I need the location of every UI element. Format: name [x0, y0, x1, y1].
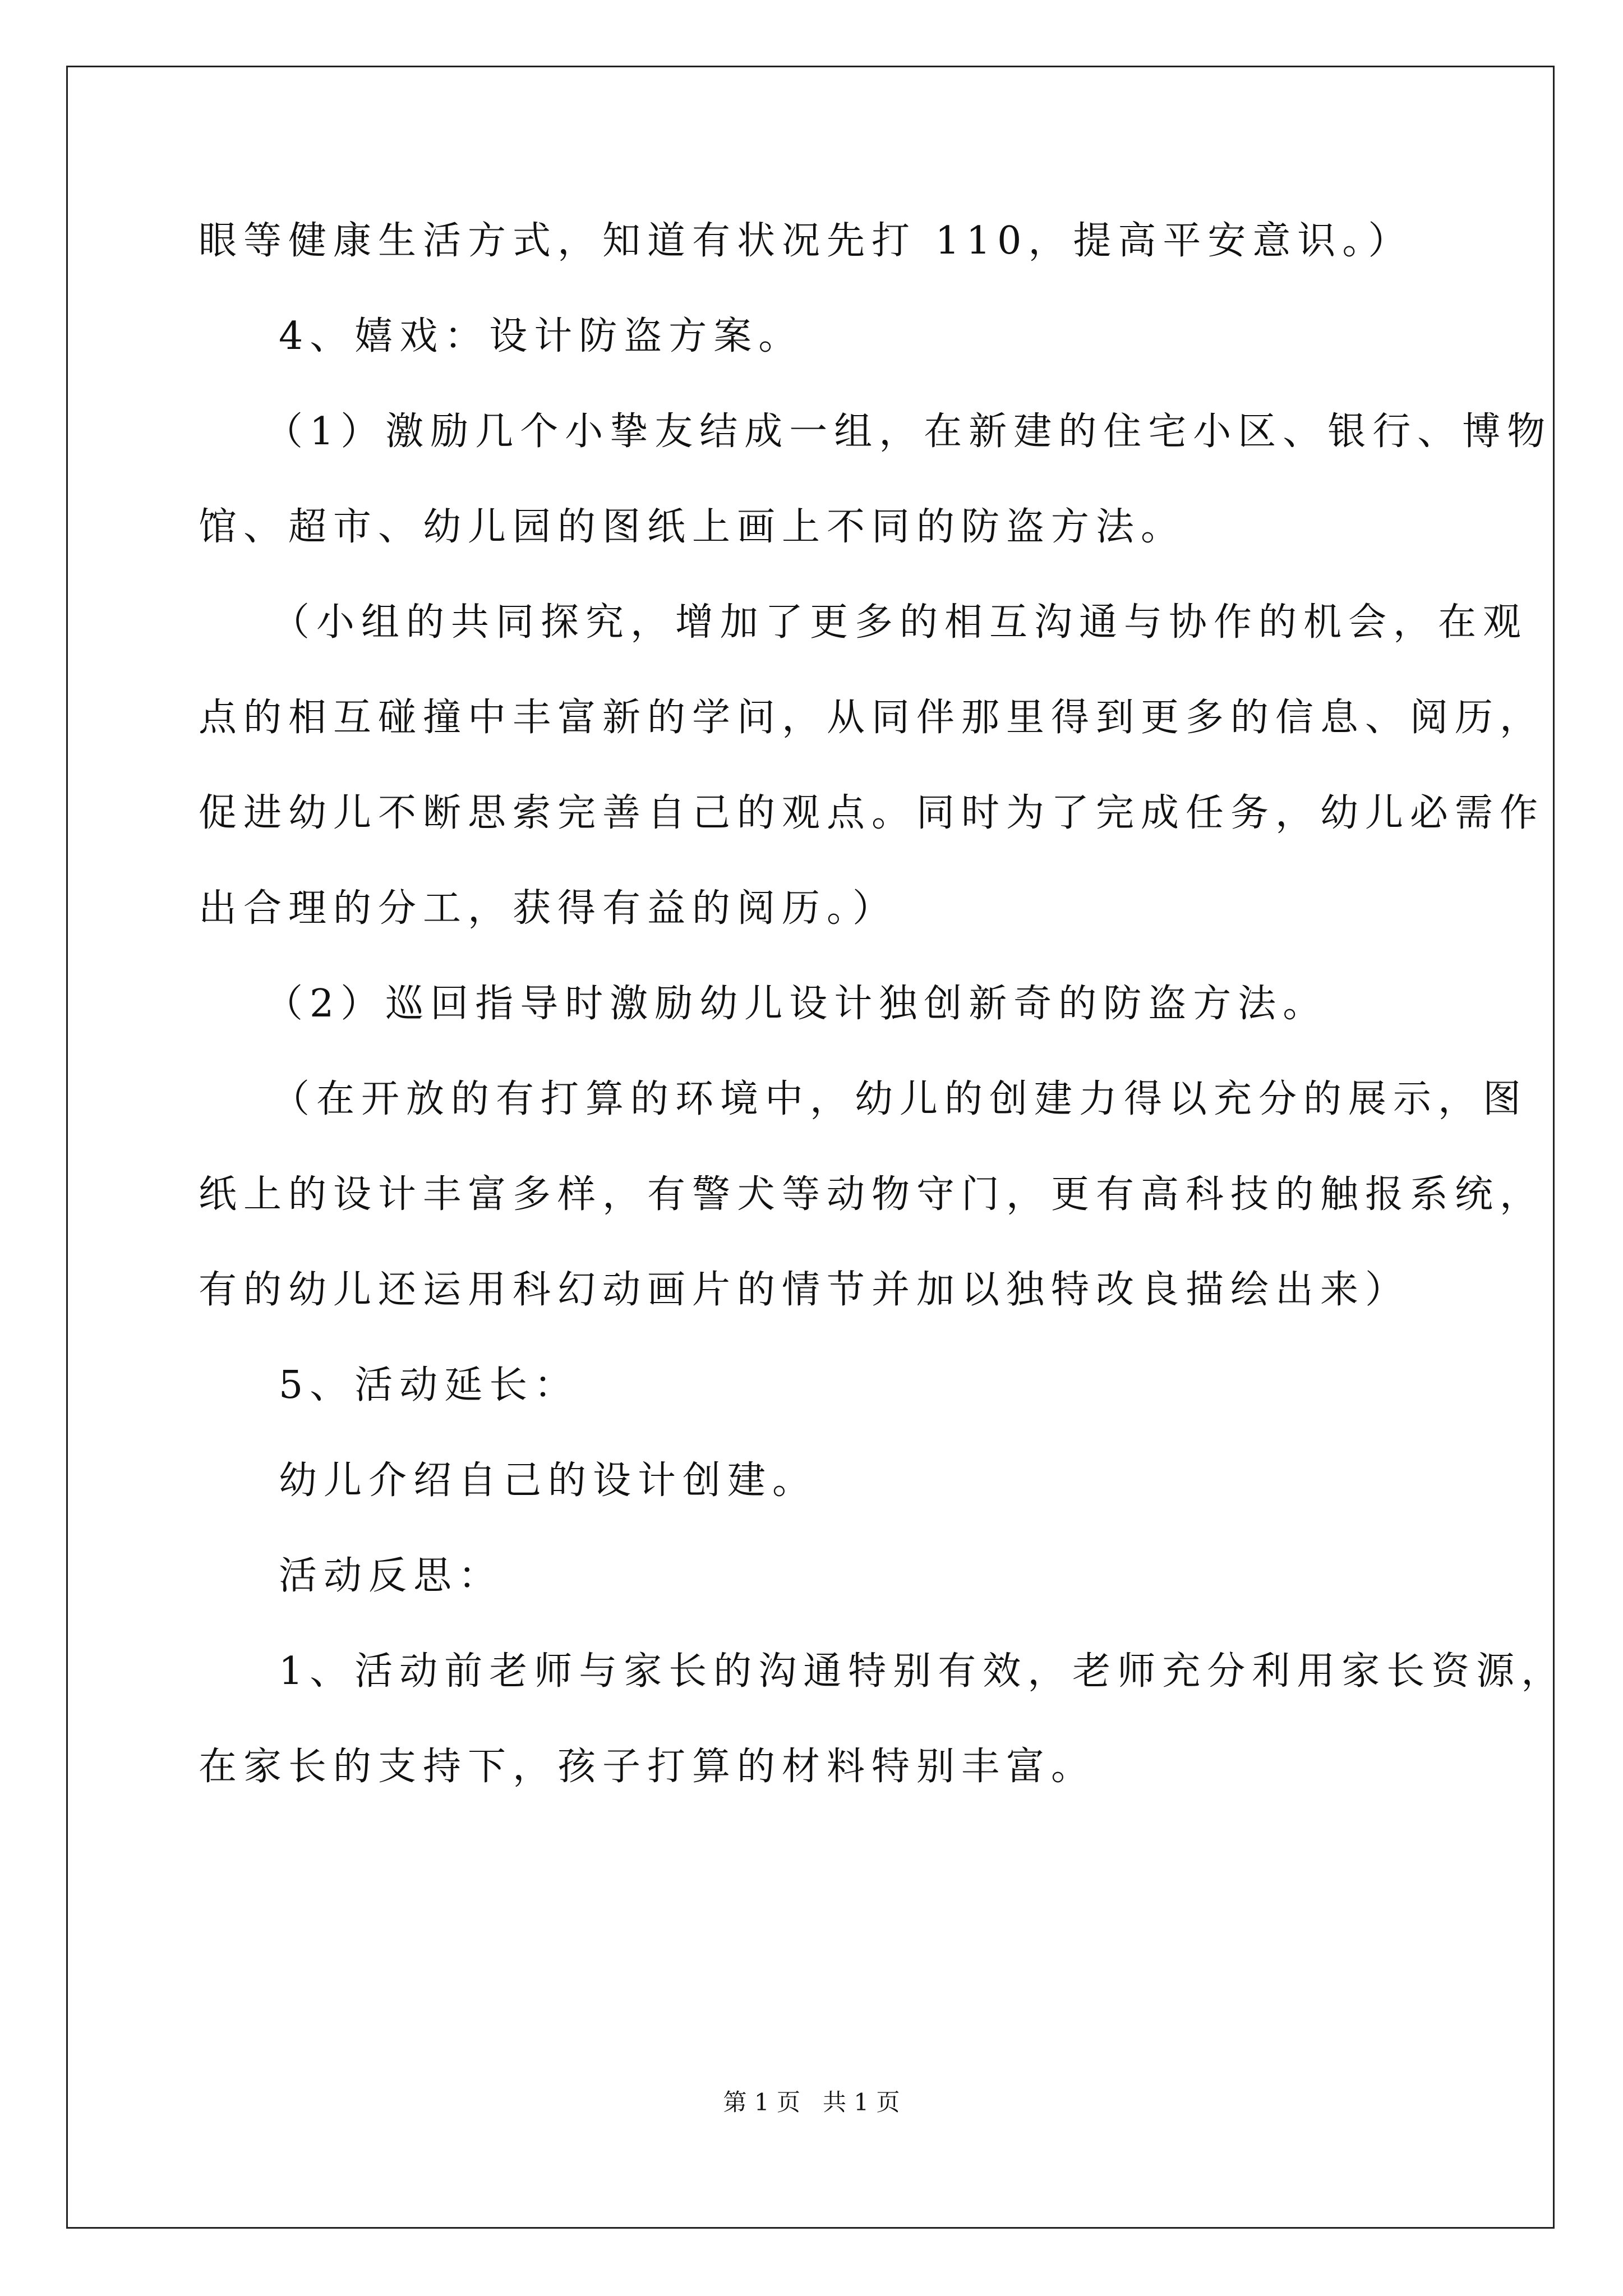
text-line: 馆、超市、幼儿园的图纸上画上不同的防盗方法。 — [199, 505, 1186, 549]
text-line: 出合理的分工，获得有益的阅历。） — [199, 886, 898, 931]
text-line: 在家长的支持下，孩子打算的材料特别丰富。 — [199, 1745, 1096, 1789]
text-line: （小组的共同探究，增加了更多的相互沟通与协作的机会，在观 — [271, 600, 1528, 645]
text-line: 有的幼儿还运用科幻动画片的情节并加以独特改良描绘出来） — [199, 1268, 1410, 1312]
text-line: 点的相互碰撞中丰富新的学问，从同伴那里得到更多的信息、阅历， — [199, 696, 1545, 740]
text-line: 纸上的设计丰富多样，有警犬等动物守门，更有高科技的触报系统， — [199, 1172, 1545, 1217]
text-line: 4、嬉戏：设计防盗方案。 — [279, 314, 804, 358]
text-line: 促进幼儿不断思索完善自己的观点。同时为了完成任务，幼儿必需作 — [199, 791, 1545, 835]
page-frame — [66, 66, 1555, 2229]
text-line: （2）巡回指导时激励幼儿设计独创新奇的防盗方法。 — [265, 982, 1328, 1026]
text-line: 5、活动延长： — [279, 1363, 579, 1407]
text-line: （1）激励几个小挚友结成一组，在新建的住宅小区、银行、博物 — [265, 409, 1552, 454]
text-line: 眼等健康生活方式，知道有状况先打 110，提高平安意识。） — [199, 219, 1413, 263]
text-line: （在开放的有打算的环境中，幼儿的创建力得以充分的展示，图 — [271, 1077, 1528, 1121]
text-line: 幼儿介绍自己的设计创建。 — [279, 1458, 818, 1503]
text-line: 1、活动前老师与家长的沟通特别有效，老师充分利用家长资源， — [279, 1649, 1566, 1694]
page-footer: 第 1 页 共 1 页 — [723, 2088, 900, 2116]
text-line: 活动反思： — [279, 1554, 504, 1598]
